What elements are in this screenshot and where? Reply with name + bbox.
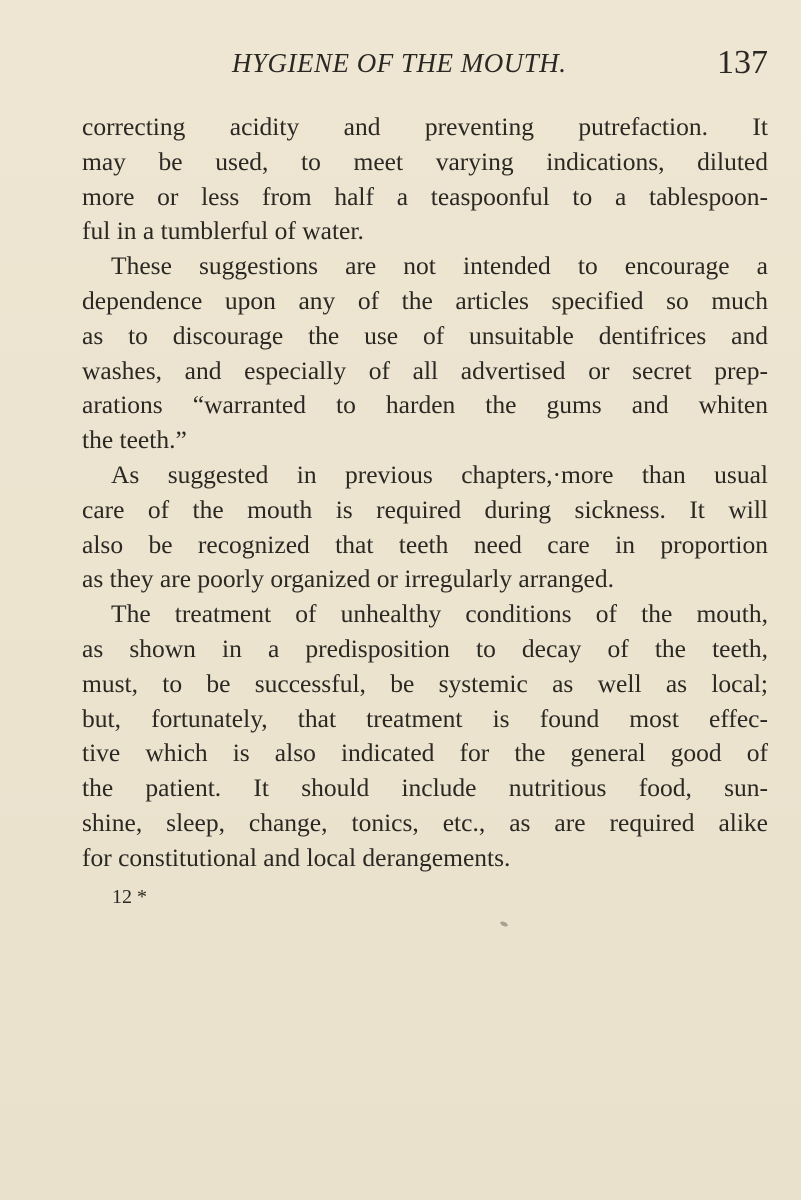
text-line: may be used, to meet varying indications, diluted xyxy=(82,146,768,176)
page-number: 137 xyxy=(717,44,768,81)
text-line: tive which is also indicated for the general good of xyxy=(82,738,768,768)
text-line: correcting acidity and preventing putrefaction. It xyxy=(82,112,768,141)
text-line: must, to be successful, be systemic as well as local; xyxy=(82,668,768,698)
text-line: washes, and especially of all advertised or secret prep- xyxy=(82,355,768,385)
text-line: as to discourage the use of unsuitable dentifrices and xyxy=(82,320,768,350)
text-line: as shown in a predisposition to decay of the teeth, xyxy=(82,633,768,663)
running-title: HYGIENE OF THE MOUTH. xyxy=(232,48,567,78)
text-line: As suggested in previous chapters,·more than usual xyxy=(111,459,768,489)
text-line: The treatment of unhealthy conditions of the mouth, xyxy=(111,599,768,629)
text-line: ful in a tumblerful of water. xyxy=(82,216,364,246)
ink-speck xyxy=(500,920,509,927)
text-line: as they are poorly organized or irregularly arranged. xyxy=(82,564,614,594)
text-line: care of the mouth is required during sickness. It will xyxy=(82,494,768,524)
text-line: also be recognized that teeth need care in proportion xyxy=(82,529,768,559)
text-line: dependence upon any of the articles specified so much xyxy=(82,285,768,315)
text-line: for constitutional and local derangements. xyxy=(82,842,511,872)
text-line: the patient. It should include nutritious food, sun- xyxy=(82,773,768,803)
body-text xyxy=(82,110,768,876)
text-line: but, fortunately, that treatment is found most effec- xyxy=(82,703,768,733)
text-line: more or less from half a teaspoonful to a tablespoon- xyxy=(82,181,768,211)
text-line: These suggestions are not intended to encourage a xyxy=(111,251,768,281)
text-line: arations “warranted to harden the gums and whiten xyxy=(82,390,768,420)
signature-mark: 12 * xyxy=(112,886,147,908)
text-line: shine, sleep, change, tonics, etc., as are required alike xyxy=(82,807,768,837)
running-head xyxy=(82,44,768,88)
text-line: the teeth.” xyxy=(82,425,187,455)
